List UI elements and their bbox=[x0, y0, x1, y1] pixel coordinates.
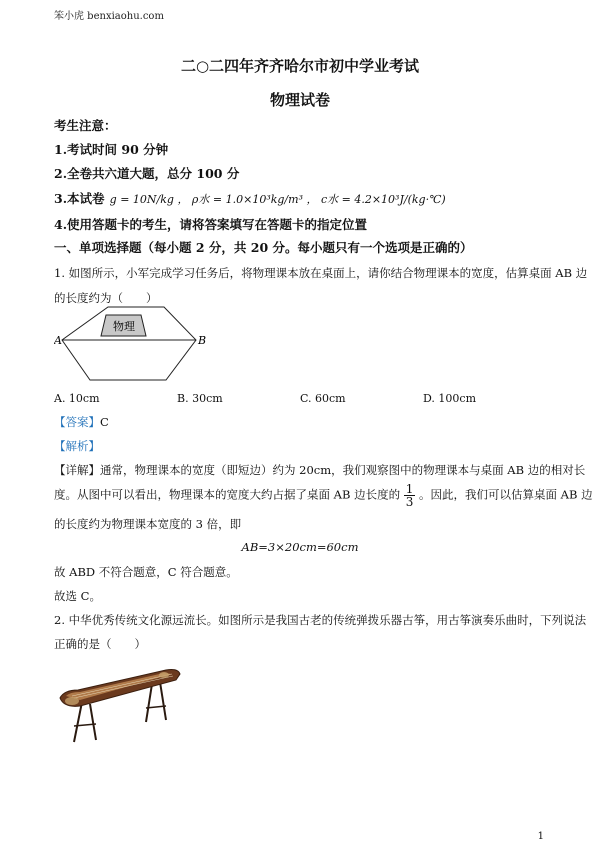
notice-item-3-formula: g = 10N/kg ， ρ水 = 1.0×10³kg/m³ ， c水 = 4.2×10³J/(kg·℃) bbox=[109, 193, 446, 206]
notice-item-3 bbox=[54, 188, 446, 207]
q1-conclusion-2: 故选 C。 bbox=[54, 589, 101, 603]
book-label: 物理 bbox=[113, 320, 135, 333]
q1-option-c: C. 60cm bbox=[300, 392, 346, 405]
point-a-label: A bbox=[54, 334, 62, 347]
q1-stem-line1: 1. 如图所示，小军完成学习任务后，将物理课本放在桌面上，请你结合物理课本的宽度，估算桌面 AB 边 bbox=[54, 266, 588, 280]
q1-option-b: B. 30cm bbox=[177, 392, 223, 405]
one-third-fraction bbox=[404, 483, 416, 508]
q1-option-d: D. 100cm bbox=[423, 392, 477, 405]
notice-item-3-prefix: 3.本试卷 bbox=[54, 191, 105, 206]
q1-detail-line3: 的长度约为物理课本宽度的 3 倍，即 bbox=[54, 517, 242, 531]
fraction-numerator: 1 bbox=[405, 482, 414, 496]
q1-conclusion-1: 故 ABD 不符合题意，C 符合题意。 bbox=[54, 565, 238, 579]
fraction-denominator: 3 bbox=[405, 495, 414, 509]
answer-value: C bbox=[100, 415, 109, 429]
detail-text-2b: 。因此，我们可以估算桌面 AB 边 bbox=[419, 487, 593, 502]
q1-detail-line2 bbox=[54, 483, 593, 508]
guzheng-image bbox=[54, 660, 184, 745]
notice-item-2: 2.全卷共六道大题，总分 100 分 bbox=[54, 166, 240, 181]
exam-subtitle: 物理试卷 bbox=[269, 91, 330, 109]
q1-equation: AB=3×20cm=60cm bbox=[241, 540, 359, 554]
q1-stem-line2: 的长度约为（ ） bbox=[54, 291, 158, 305]
notice-item-1: 1.考试时间 90 分钟 bbox=[54, 142, 169, 157]
detail-tag: 【详解】 bbox=[54, 463, 100, 477]
section1-heading: 一、单项选择题（每小题 2 分，共 20 分。每小题只有一个选项是正确的） bbox=[54, 240, 473, 255]
page-number: 1 bbox=[537, 831, 544, 842]
q1-desk-figure bbox=[54, 305, 214, 385]
answer-tag: 【答案】 bbox=[54, 415, 100, 429]
q1-option-a: A. 10cm bbox=[54, 392, 100, 405]
header-brand: 笨小虎 benxiaohu.com bbox=[54, 11, 164, 22]
q2-stem-line2: 正确的是（ ） bbox=[54, 637, 146, 651]
notice-heading: 考生注意： bbox=[54, 118, 117, 133]
exam-title: 二○二四年齐齐哈尔市初中学业考试 bbox=[180, 57, 420, 75]
analysis-tag: 【解析】 bbox=[54, 439, 100, 453]
q2-stem-line1: 2. 中华优秀传统文化源远流长。如图所示是我国古老的传统弹拨乐器古筝，用古筝演奏乐曲时，下列说法 bbox=[54, 613, 587, 627]
q1-detail-line1 bbox=[54, 462, 585, 478]
q1-answer bbox=[54, 414, 109, 430]
detail-text-1: 通常，物理课本的宽度（即短边）约为 20cm，我们观察图中的物理课本与桌面 AB 边的相对长 bbox=[100, 463, 586, 477]
notice-item-4: 4.使用答题卡的考生，请将答案填写在答题卡的指定位置 bbox=[54, 217, 368, 232]
point-b-label: B bbox=[198, 334, 207, 347]
detail-text-2a: 度。从图中可以看出，物理课本的宽度大约占据了桌面 AB 边长度的 bbox=[54, 487, 401, 502]
